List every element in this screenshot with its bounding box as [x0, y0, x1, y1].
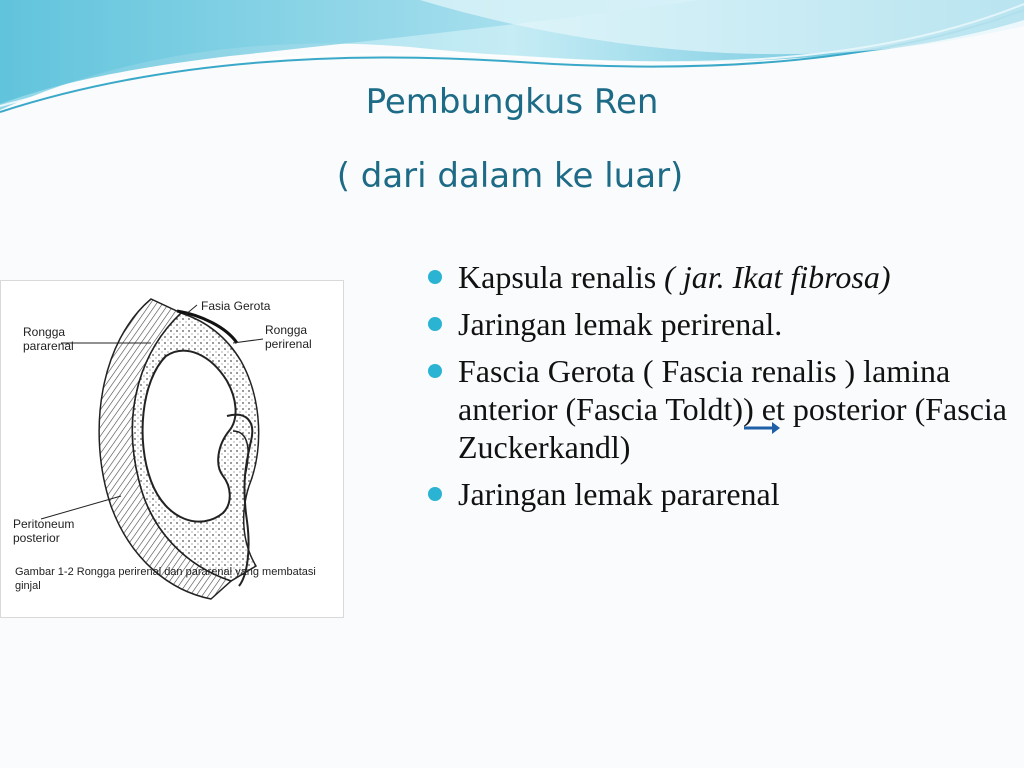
label-rongga-perirenal: Rongga perirenal	[265, 323, 312, 351]
label-rongga-pararenal: Rongga pararenal	[23, 325, 74, 353]
bullet-dot-icon	[428, 364, 442, 378]
bullet-text: Fascia Gerota ( Fascia renalis ) lamina anterior (Fascia Toldt)) et posterior (Fascia Zuckerkandl)	[458, 353, 1007, 465]
bullet-text: Kapsula renalis	[458, 259, 665, 295]
bullet-item	[428, 352, 1008, 466]
figure-caption: Gambar 1-2 Rongga perirenal dan pararenal yang membatasi ginjal	[15, 566, 316, 592]
bullet-item	[428, 305, 1008, 343]
bullet-item	[428, 258, 1008, 296]
bullet-text: Jaringan lemak perirenal.	[458, 306, 783, 342]
bullet-dot-icon	[428, 487, 442, 501]
label-peritoneum-posterior: Peritoneum posterior	[13, 517, 75, 545]
bullet-italic-text: ( jar. Ikat fibrosa)	[664, 259, 891, 295]
right-arrow-icon	[742, 418, 782, 438]
slide-subtitle: ( dari dalam ke luar)	[336, 156, 684, 196]
slide-title: Pembungkus Ren	[365, 82, 659, 122]
label-fasia-gerota: Fasia Gerota	[201, 299, 271, 313]
bullet-list	[428, 258, 1008, 522]
bullet-dot-icon	[428, 317, 442, 331]
bullet-item	[428, 475, 1008, 513]
bullet-dot-icon	[428, 270, 442, 284]
kidney-diagram	[0, 280, 344, 618]
bullet-text: Jaringan lemak pararenal	[458, 476, 780, 512]
